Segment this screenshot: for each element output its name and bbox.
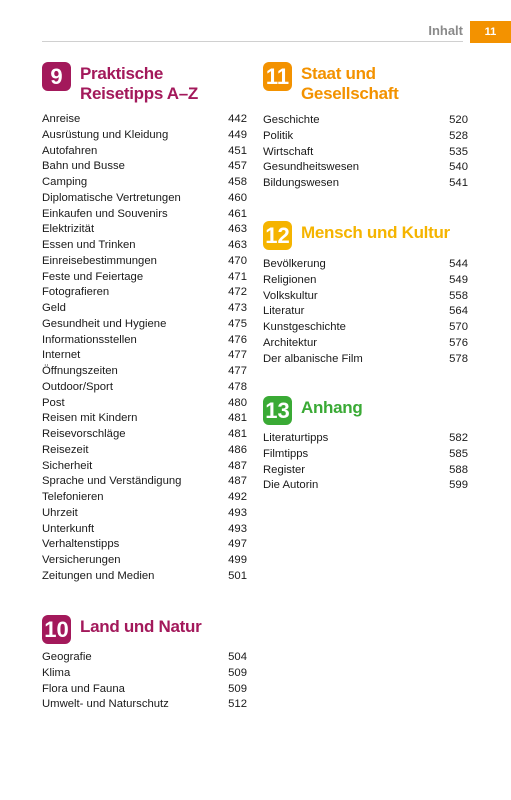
running-head xyxy=(0,21,511,43)
toc-entry-page: 492 xyxy=(228,491,247,503)
toc-entry-label: Elektrizität xyxy=(42,223,95,236)
section-12 xyxy=(263,221,468,367)
toc-entry-page: 599 xyxy=(449,479,468,492)
section-heading xyxy=(42,62,247,112)
toc-entry-label: Umwelt- und Naturschutz xyxy=(42,698,169,711)
section-title-line1: Praktische xyxy=(80,64,163,83)
toc-entry-label: Öffnungszeiten xyxy=(42,365,118,377)
toc-entry-label: Versicherungen xyxy=(42,554,121,566)
section-heading xyxy=(263,221,468,257)
entry-list xyxy=(263,431,468,494)
toc-entry-page: 588 xyxy=(449,463,468,476)
toc-entry xyxy=(42,506,247,522)
toc-entry-page: 480 xyxy=(228,396,247,409)
toc-entry xyxy=(42,285,247,301)
page-number: 11 xyxy=(470,21,511,43)
toc-entry xyxy=(263,160,468,176)
toc-entry-page: 504 xyxy=(228,651,247,663)
toc-entry xyxy=(263,289,468,305)
toc-entry xyxy=(42,411,247,427)
toc-entry xyxy=(42,159,247,175)
toc-entry-page: 461 xyxy=(228,207,247,220)
toc-entry-page: 475 xyxy=(228,317,247,330)
toc-entry-label: Bildungswesen xyxy=(263,177,339,189)
toc-entry-label: Einkaufen und Souvenirs xyxy=(42,207,168,220)
toc-entry-page: 481 xyxy=(228,412,247,425)
toc-entry-label: Flora und Fauna xyxy=(42,682,125,695)
section-11 xyxy=(263,62,468,192)
toc-entry-label: Zeitungen und Medien xyxy=(42,569,155,582)
section-9 xyxy=(42,62,247,585)
section-heading xyxy=(263,396,468,431)
toc-entry-page: 497 xyxy=(228,538,247,551)
toc-entry xyxy=(42,175,247,191)
toc-entry xyxy=(263,336,468,352)
section-10 xyxy=(42,615,247,713)
toc-entry-page: 558 xyxy=(449,289,468,302)
toc-entry-page: 487 xyxy=(228,459,247,472)
section-number-badge: 11 xyxy=(263,62,292,91)
section-13 xyxy=(263,396,468,494)
toc-entry-page: 470 xyxy=(228,254,247,267)
toc-entry-page: 473 xyxy=(228,302,247,314)
toc-entry-page: 442 xyxy=(228,113,247,125)
toc-entry xyxy=(42,459,247,475)
toc-entry-page: 549 xyxy=(449,273,468,286)
toc-entry-page: 457 xyxy=(228,160,247,173)
toc-entry-label: Uhrzeit xyxy=(42,506,78,519)
toc-entry xyxy=(42,317,247,333)
header-rule xyxy=(42,41,463,42)
toc-entry-page: 544 xyxy=(449,258,468,270)
toc-entry-label: Reisezeit xyxy=(42,443,89,456)
toc-entry-label: Feste und Feiertage xyxy=(42,270,144,283)
toc-entry-label: Geld xyxy=(42,302,66,314)
toc-entry-page: 481 xyxy=(228,428,247,440)
toc-entry-page: 535 xyxy=(449,145,468,158)
toc-entry-page: 509 xyxy=(228,682,247,695)
toc-entry-page: 501 xyxy=(228,569,247,582)
toc-entry-label: Die Autorin xyxy=(263,479,319,492)
toc-entry-page: 458 xyxy=(228,176,247,188)
toc-entry-page: 451 xyxy=(228,144,247,157)
toc-entry-label: Kunstgeschichte xyxy=(263,321,346,333)
toc-entry xyxy=(42,396,247,412)
toc-entry xyxy=(42,666,247,682)
toc-entry xyxy=(263,352,468,368)
toc-entry-page: 578 xyxy=(449,352,468,365)
toc-entry-page: 460 xyxy=(228,191,247,204)
toc-entry-label: Wirtschaft xyxy=(263,145,314,158)
toc-entry-page: 486 xyxy=(228,443,247,456)
toc-entry-page: 499 xyxy=(228,554,247,566)
toc-entry-label: Telefonieren xyxy=(42,491,104,503)
toc-entry-label: Filmtipps xyxy=(263,447,309,460)
toc-entry xyxy=(42,301,247,317)
toc-entry xyxy=(42,207,247,223)
section-title: Anhang xyxy=(301,398,363,417)
toc-entry-label: Unterkunft xyxy=(42,522,95,535)
toc-entry-page: 528 xyxy=(449,129,468,142)
toc-entry-page: 477 xyxy=(228,349,247,362)
section-heading xyxy=(263,62,468,113)
toc-entry-page: 471 xyxy=(228,270,247,283)
toc-entry-page: 493 xyxy=(228,506,247,519)
toc-entry xyxy=(42,553,247,569)
toc-entry-page: 576 xyxy=(449,336,468,349)
toc-entry-label: Reisen mit Kindern xyxy=(42,412,138,425)
toc-entry-page: 477 xyxy=(228,365,247,377)
toc-entry-label: Verhaltenstipps xyxy=(42,538,120,551)
toc-entry-label: Religionen xyxy=(263,273,317,286)
toc-entry-label: Politik xyxy=(263,129,294,142)
toc-entry-label: Sicherheit xyxy=(42,459,93,472)
toc-entry xyxy=(42,697,247,713)
toc-entry-label: Volkskultur xyxy=(263,289,318,302)
toc-entry xyxy=(42,112,247,128)
toc-entry xyxy=(42,254,247,270)
toc-entry-page: 487 xyxy=(228,475,247,488)
toc-entry-page: 463 xyxy=(228,223,247,236)
toc-entry-label: Bahn und Busse xyxy=(42,160,125,173)
toc-entry xyxy=(263,113,468,129)
toc-entry-label: Register xyxy=(263,463,306,476)
toc-entry xyxy=(42,348,247,364)
toc-entry xyxy=(42,364,247,380)
toc-entry-label: Literatur xyxy=(263,305,305,318)
toc-entry xyxy=(42,427,247,443)
section-title xyxy=(80,64,198,104)
entry-list xyxy=(263,257,468,367)
toc-entry-label: Internet xyxy=(42,349,81,362)
running-head-title: Inhalt xyxy=(428,23,463,38)
toc-entry xyxy=(42,128,247,144)
toc-entry-label: Sprache und Verständigung xyxy=(42,475,182,488)
toc-entry-page: 570 xyxy=(449,321,468,333)
toc-entry-label: Geografie xyxy=(42,651,92,663)
toc-entry-page: 564 xyxy=(449,305,468,318)
entry-list xyxy=(42,650,247,713)
toc-entry-label: Informationsstellen xyxy=(42,333,137,346)
toc-entry-label: Outdoor/Sport xyxy=(42,380,113,393)
toc-entry-label: Der albanische Film xyxy=(263,352,363,365)
toc-entry-label: Bevölkerung xyxy=(263,258,326,270)
toc-entry-page: 472 xyxy=(228,286,247,299)
toc-entry xyxy=(42,682,247,698)
section-number-badge: 13 xyxy=(263,396,292,425)
toc-entry xyxy=(263,463,468,479)
section-title: Land und Natur xyxy=(80,617,202,636)
toc-entry-label: Autofahren xyxy=(42,144,98,157)
toc-entry-page: 512 xyxy=(228,698,247,711)
toc-entry-label: Klima xyxy=(42,666,71,679)
toc-entry xyxy=(42,474,247,490)
toc-entry xyxy=(42,270,247,286)
toc-entry-page: 520 xyxy=(449,114,468,126)
toc-entry xyxy=(263,145,468,161)
section-title: Mensch und Kultur xyxy=(301,223,450,242)
toc-entry xyxy=(42,222,247,238)
toc-entry xyxy=(42,144,247,160)
toc-entry xyxy=(42,569,247,585)
toc-entry-label: Architektur xyxy=(263,336,317,349)
toc-entry-label: Camping xyxy=(42,176,88,188)
toc-entry-label: Post xyxy=(42,396,65,409)
toc-entry-label: Gesundheitswesen xyxy=(263,161,360,174)
section-number-badge: 12 xyxy=(263,221,292,250)
section-number-badge: 10 xyxy=(42,615,71,644)
section-title-line2: Reisetipps A–Z xyxy=(80,84,198,103)
toc-entry-page: 478 xyxy=(228,380,247,393)
section-title: Staat und Gesellschaft xyxy=(301,64,399,103)
section-heading xyxy=(42,615,247,650)
toc-entry xyxy=(263,478,468,494)
toc-entry-label: Fotografieren xyxy=(42,286,110,299)
toc-entry-label: Gesundheit und Hygiene xyxy=(42,317,167,330)
toc-entry-label: Essen und Trinken xyxy=(42,239,136,251)
entry-list xyxy=(263,113,468,192)
entry-list xyxy=(42,112,247,585)
toc-entry-label: Einreisebestimmungen xyxy=(42,254,157,267)
toc-entry xyxy=(42,380,247,396)
toc-entry-label: Reisevorschläge xyxy=(42,428,126,440)
toc-entry xyxy=(42,333,247,349)
toc-entry-label: Literaturtipps xyxy=(263,432,329,444)
toc-entry-page: 585 xyxy=(449,447,468,460)
toc-entry-page: 582 xyxy=(449,432,468,444)
toc-entry xyxy=(263,431,468,447)
toc-entry xyxy=(42,537,247,553)
toc-entry xyxy=(263,129,468,145)
toc-entry-page: 463 xyxy=(228,239,247,251)
section-number-badge: 9 xyxy=(42,62,71,91)
toc-entry xyxy=(42,238,247,254)
toc-entry-page: 449 xyxy=(228,128,247,141)
toc-entry xyxy=(42,191,247,207)
toc-entry xyxy=(263,304,468,320)
toc-entry xyxy=(263,273,468,289)
toc-entry-label: Anreise xyxy=(42,113,81,125)
toc-entry xyxy=(42,490,247,506)
toc-entry xyxy=(263,257,468,273)
toc-entry xyxy=(263,176,468,192)
toc-entry-page: 493 xyxy=(228,522,247,535)
toc-entry-page: 541 xyxy=(449,177,468,189)
toc-entry xyxy=(263,447,468,463)
toc-entry xyxy=(42,650,247,666)
toc-entry-page: 476 xyxy=(228,333,247,346)
toc-entry-label: Ausrüstung und Kleidung xyxy=(42,128,169,141)
toc-entry xyxy=(263,320,468,336)
toc-entry-page: 540 xyxy=(449,161,468,174)
toc-entry-label: Geschichte xyxy=(263,114,320,126)
toc-entry-page: 509 xyxy=(228,666,247,679)
toc-entry xyxy=(42,522,247,538)
toc-entry-label: Diplomatische Vertretungen xyxy=(42,191,181,204)
toc-entry xyxy=(42,443,247,459)
